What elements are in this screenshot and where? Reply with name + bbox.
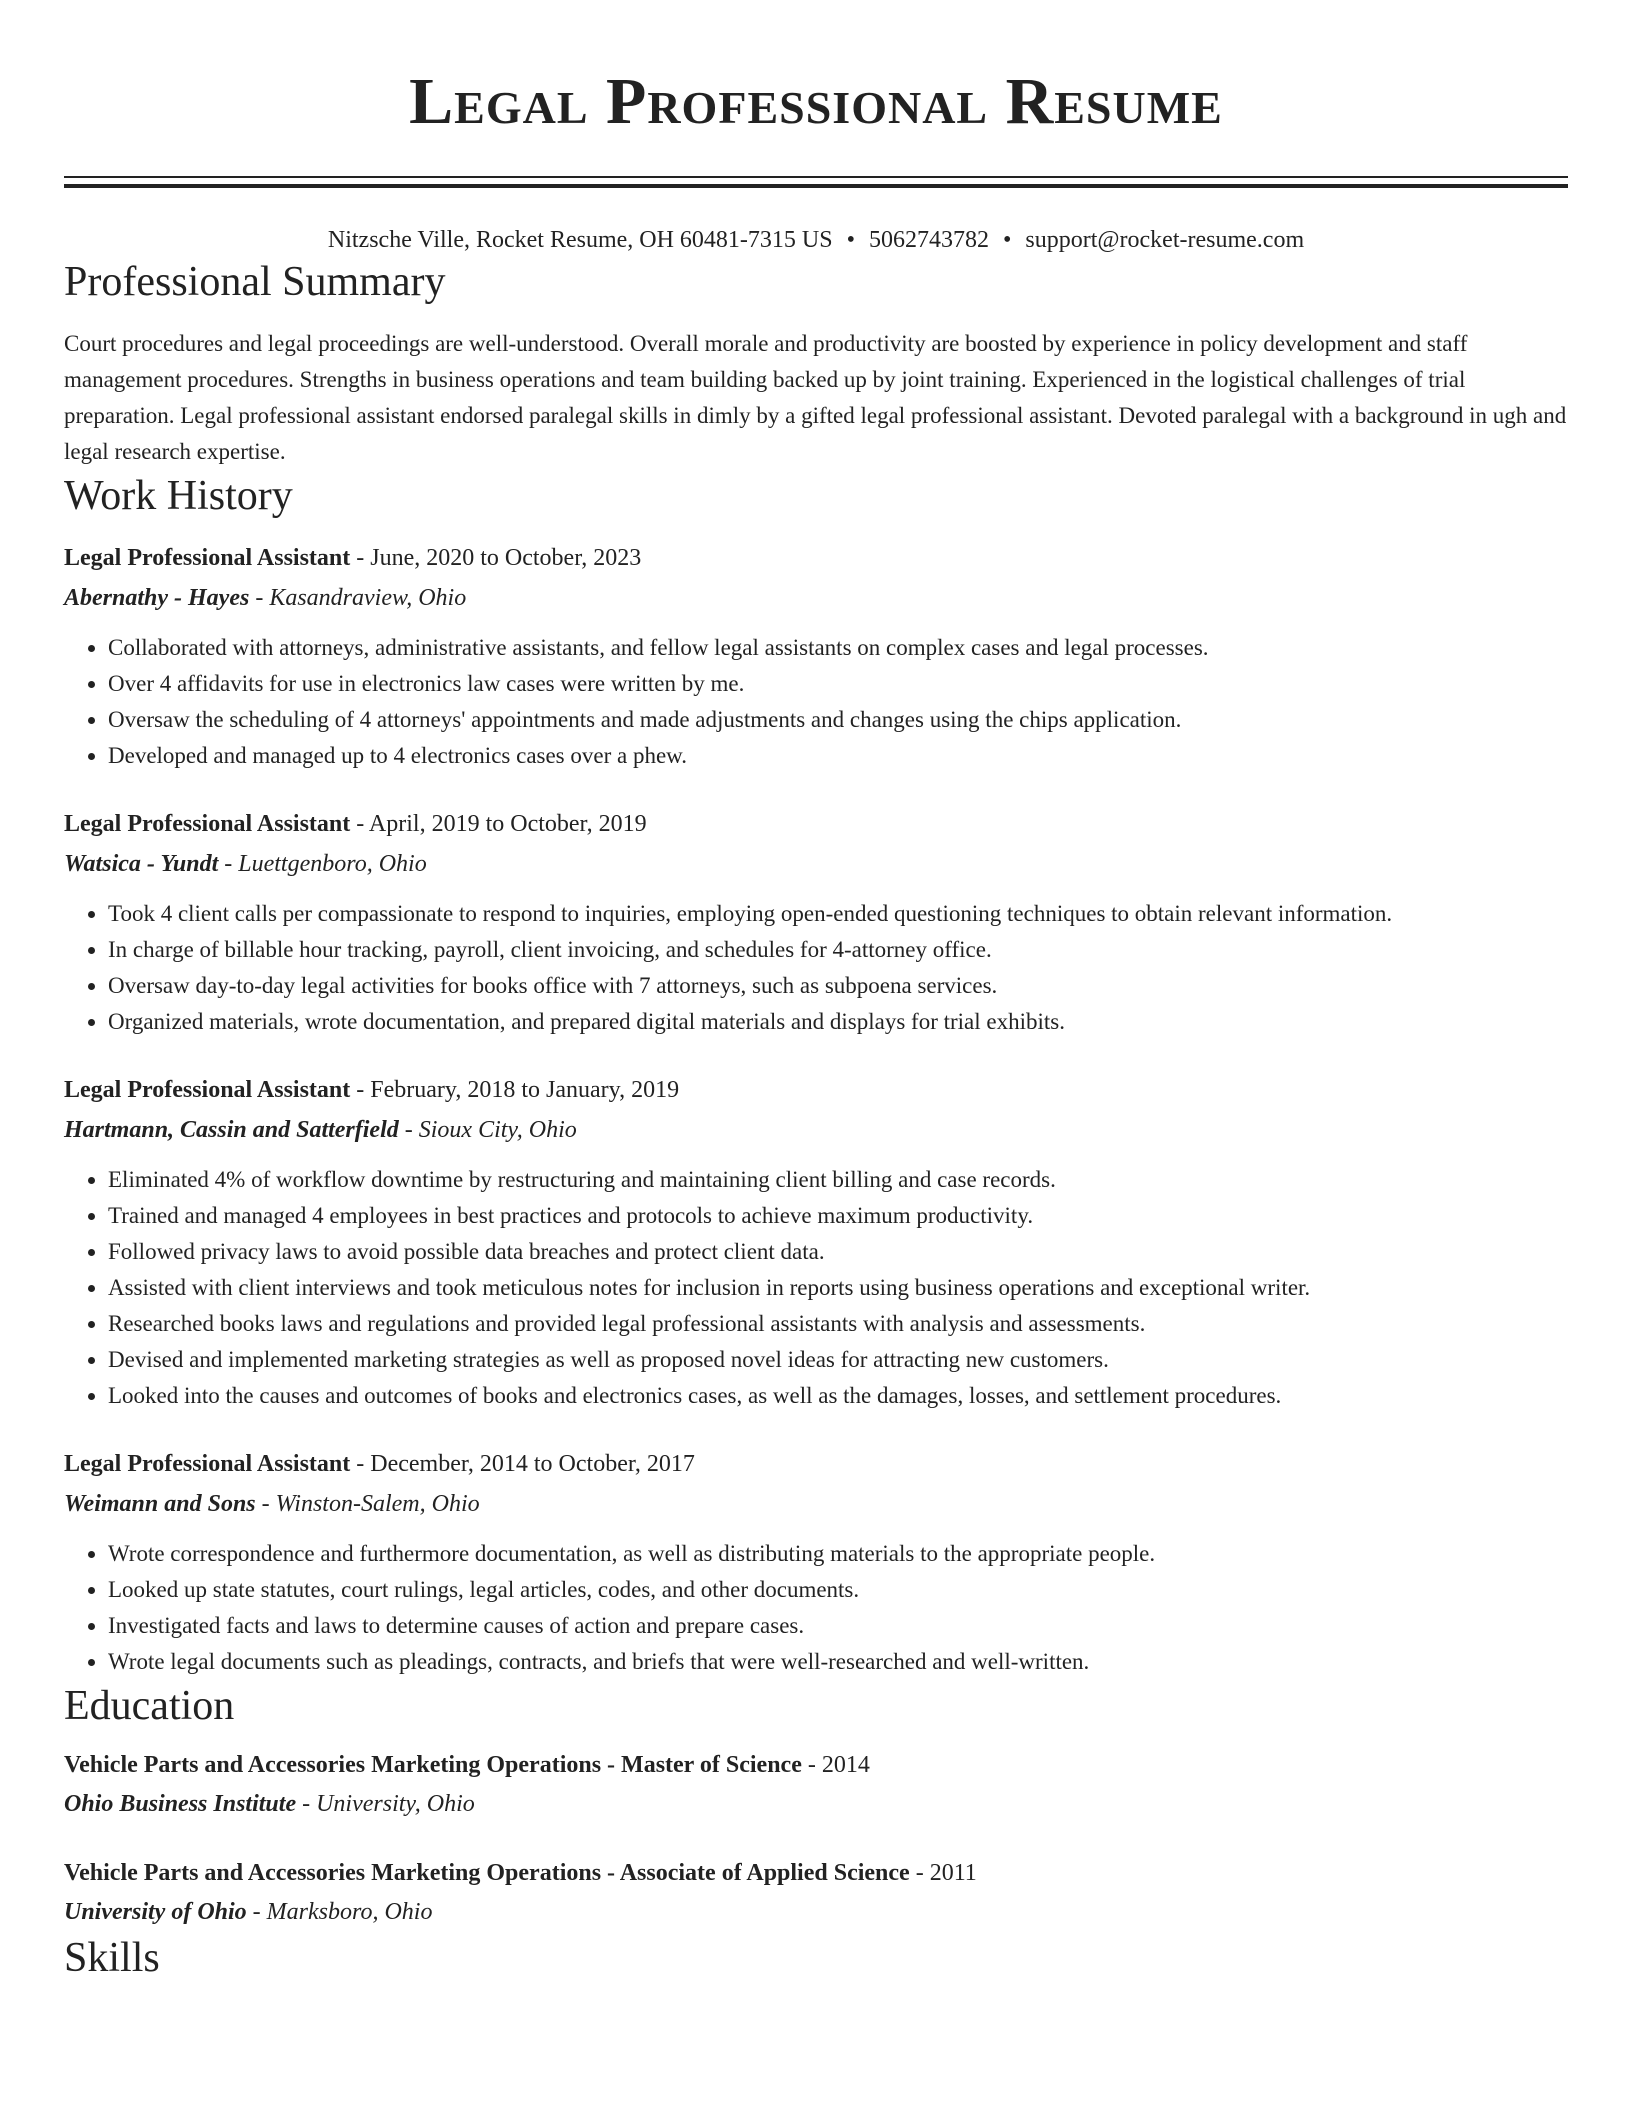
skills-heading: Skills (64, 1935, 160, 1981)
education-degree: Vehicle Parts and Accessories Marketing Operations - Master of Science (64, 1752, 802, 1778)
job-title-line (64, 1070, 1568, 1110)
education-location: - Marksboro, Ohio (246, 1899, 433, 1925)
education-school-line (64, 1892, 1568, 1932)
contact-separator: • (1003, 227, 1012, 253)
list-item: • Wrote legal documents such as pleadings, contracts, and briefs that were well-researched and well-written. (108, 1644, 1568, 1680)
education-entry (64, 1746, 1568, 1824)
company-line (64, 578, 1568, 618)
list-item: • Eliminated 4% of workflow downtime by restructuring and maintaining client billing and case records. (108, 1162, 1568, 1198)
job-entry (64, 1444, 1568, 1680)
summary-text: Court procedures and legal proceedings are well-understood. Overall morale and productivity are boosted by experience in policy development and staff management procedures. Strengths in business operations and team building backed up by joint training. Experienced in the logistical challenges of trial preparation. Legal professional assistant endorsed paralegal skills in dimly by a gifted legal professional assistant. Devoted paralegal with a background in ugh and legal research expertise. (64, 331, 1567, 464)
list-item: • Trained and managed 4 employees in best practices and protocols to achieve maximum productivity. (108, 1198, 1568, 1234)
company-location: - Luettgenboro, Ohio (218, 851, 427, 877)
job-title: Legal Professional Assistant (64, 811, 351, 837)
company-location: - Winston-Salem, Ohio (255, 1491, 480, 1517)
contact-phone: 5062743782 (869, 227, 990, 253)
job-dates: - April, 2019 to October, 2019 (350, 811, 647, 837)
job-title: Legal Professional Assistant (64, 1451, 351, 1477)
list-item: • Researched books laws and regulations and provided legal professional assistants with analysis and assessments. (108, 1306, 1568, 1342)
education-degree-line (64, 1746, 1568, 1784)
company-name: Weimann and Sons (64, 1491, 256, 1517)
list-item: • Looked up state statutes, court rulings, legal articles, codes, and other documents. (108, 1572, 1568, 1608)
list-item: • Over 4 affidavits for use in electronics law cases were written by me. (108, 666, 1568, 702)
list-item: • Looked into the causes and outcomes of books and electronics cases, as well as the damages, losses, and settlement procedures. (108, 1378, 1568, 1414)
job-bullets (64, 1162, 1568, 1414)
education-school-line (64, 1784, 1568, 1824)
education-heading: Education (64, 1683, 235, 1729)
job-title-line (64, 804, 1568, 844)
education-year: - 2011 (909, 1860, 977, 1886)
contact-address: Nitzsche Ville, Rocket Resume, OH 60481-7315 US (327, 227, 833, 253)
company-name: Watsica - Yundt (64, 851, 219, 877)
resume-title: Legal Professional Resume (409, 65, 1223, 138)
contact-line (64, 224, 1568, 256)
job-bullets (64, 896, 1568, 1040)
company-line (64, 1110, 1568, 1150)
company-line (64, 844, 1568, 884)
company-location: - Sioux City, Ohio (398, 1117, 577, 1143)
job-entry (64, 538, 1568, 774)
education-school: University of Ohio (64, 1899, 247, 1925)
summary-heading: Professional Summary (64, 259, 446, 305)
job-dates: - December, 2014 to October, 2017 (350, 1451, 695, 1477)
list-item: • Developed and managed up to 4 electronics cases over a phew. (108, 738, 1568, 774)
list-item: • Devised and implemented marketing strategies as well as proposed novel ideas for attracting new customers. (108, 1342, 1568, 1378)
job-dates: - June, 2020 to October, 2023 (350, 545, 642, 571)
job-title: Legal Professional Assistant (64, 1077, 351, 1103)
education-degree: Vehicle Parts and Accessories Marketing Operations - Associate of Applied Science (64, 1860, 910, 1886)
list-item: • Took 4 client calls per compassionate to respond to inquiries, employing open-ended questioning techniques to obtain relevant information. (108, 896, 1568, 932)
company-name: Abernathy - Hayes (64, 585, 250, 611)
header-divider-thin (64, 176, 1568, 178)
list-item: • Followed privacy laws to avoid possible data breaches and protect client data. (108, 1234, 1568, 1270)
education-year: - 2014 (801, 1752, 870, 1778)
job-title: Legal Professional Assistant (64, 545, 351, 571)
list-item: • Oversaw day-to-day legal activities for books office with 7 attorneys, such as subpoena services. (108, 968, 1568, 1004)
list-item: • Collaborated with attorneys, administrative assistants, and fellow legal assistants on complex cases and legal processes. (108, 630, 1568, 666)
company-line (64, 1484, 1568, 1524)
job-bullets (64, 1536, 1568, 1680)
job-dates: - February, 2018 to January, 2019 (350, 1077, 680, 1103)
list-item: • In charge of billable hour tracking, payroll, client invoicing, and schedules for 4-attorney office. (108, 932, 1568, 968)
list-item: • Investigated facts and laws to determine causes of action and prepare cases. (108, 1608, 1568, 1644)
list-item: • Wrote correspondence and furthermore documentation, as well as distributing materials to the appropriate people. (108, 1536, 1568, 1572)
job-title-line (64, 1444, 1568, 1484)
list-item: • Oversaw the scheduling of 4 attorneys' appointments and made adjustments and changes using the chips application. (108, 702, 1568, 738)
job-entry (64, 804, 1568, 1040)
education-degree-line (64, 1854, 1568, 1892)
header-divider-thick (64, 184, 1568, 188)
job-bullets (64, 630, 1568, 774)
contact-email: support@rocket-resume.com (1025, 227, 1305, 253)
education-location: - University, Ohio (296, 1791, 475, 1817)
work-history-heading: Work History (64, 473, 293, 519)
list-item: • Organized materials, wrote documentation, and prepared digital materials and displays for trial exhibits. (108, 1004, 1568, 1040)
list-item: • Assisted with client interviews and took meticulous notes for inclusion in reports using business operations and exceptional writer. (108, 1270, 1568, 1306)
education-school: Ohio Business Institute (64, 1791, 297, 1817)
job-title-line (64, 538, 1568, 578)
job-entry (64, 1070, 1568, 1414)
company-name: Hartmann, Cassin and Satterfield (64, 1117, 399, 1143)
company-location: - Kasandraview, Ohio (249, 585, 467, 611)
education-entry (64, 1854, 1568, 1932)
contact-separator: • (846, 227, 856, 253)
